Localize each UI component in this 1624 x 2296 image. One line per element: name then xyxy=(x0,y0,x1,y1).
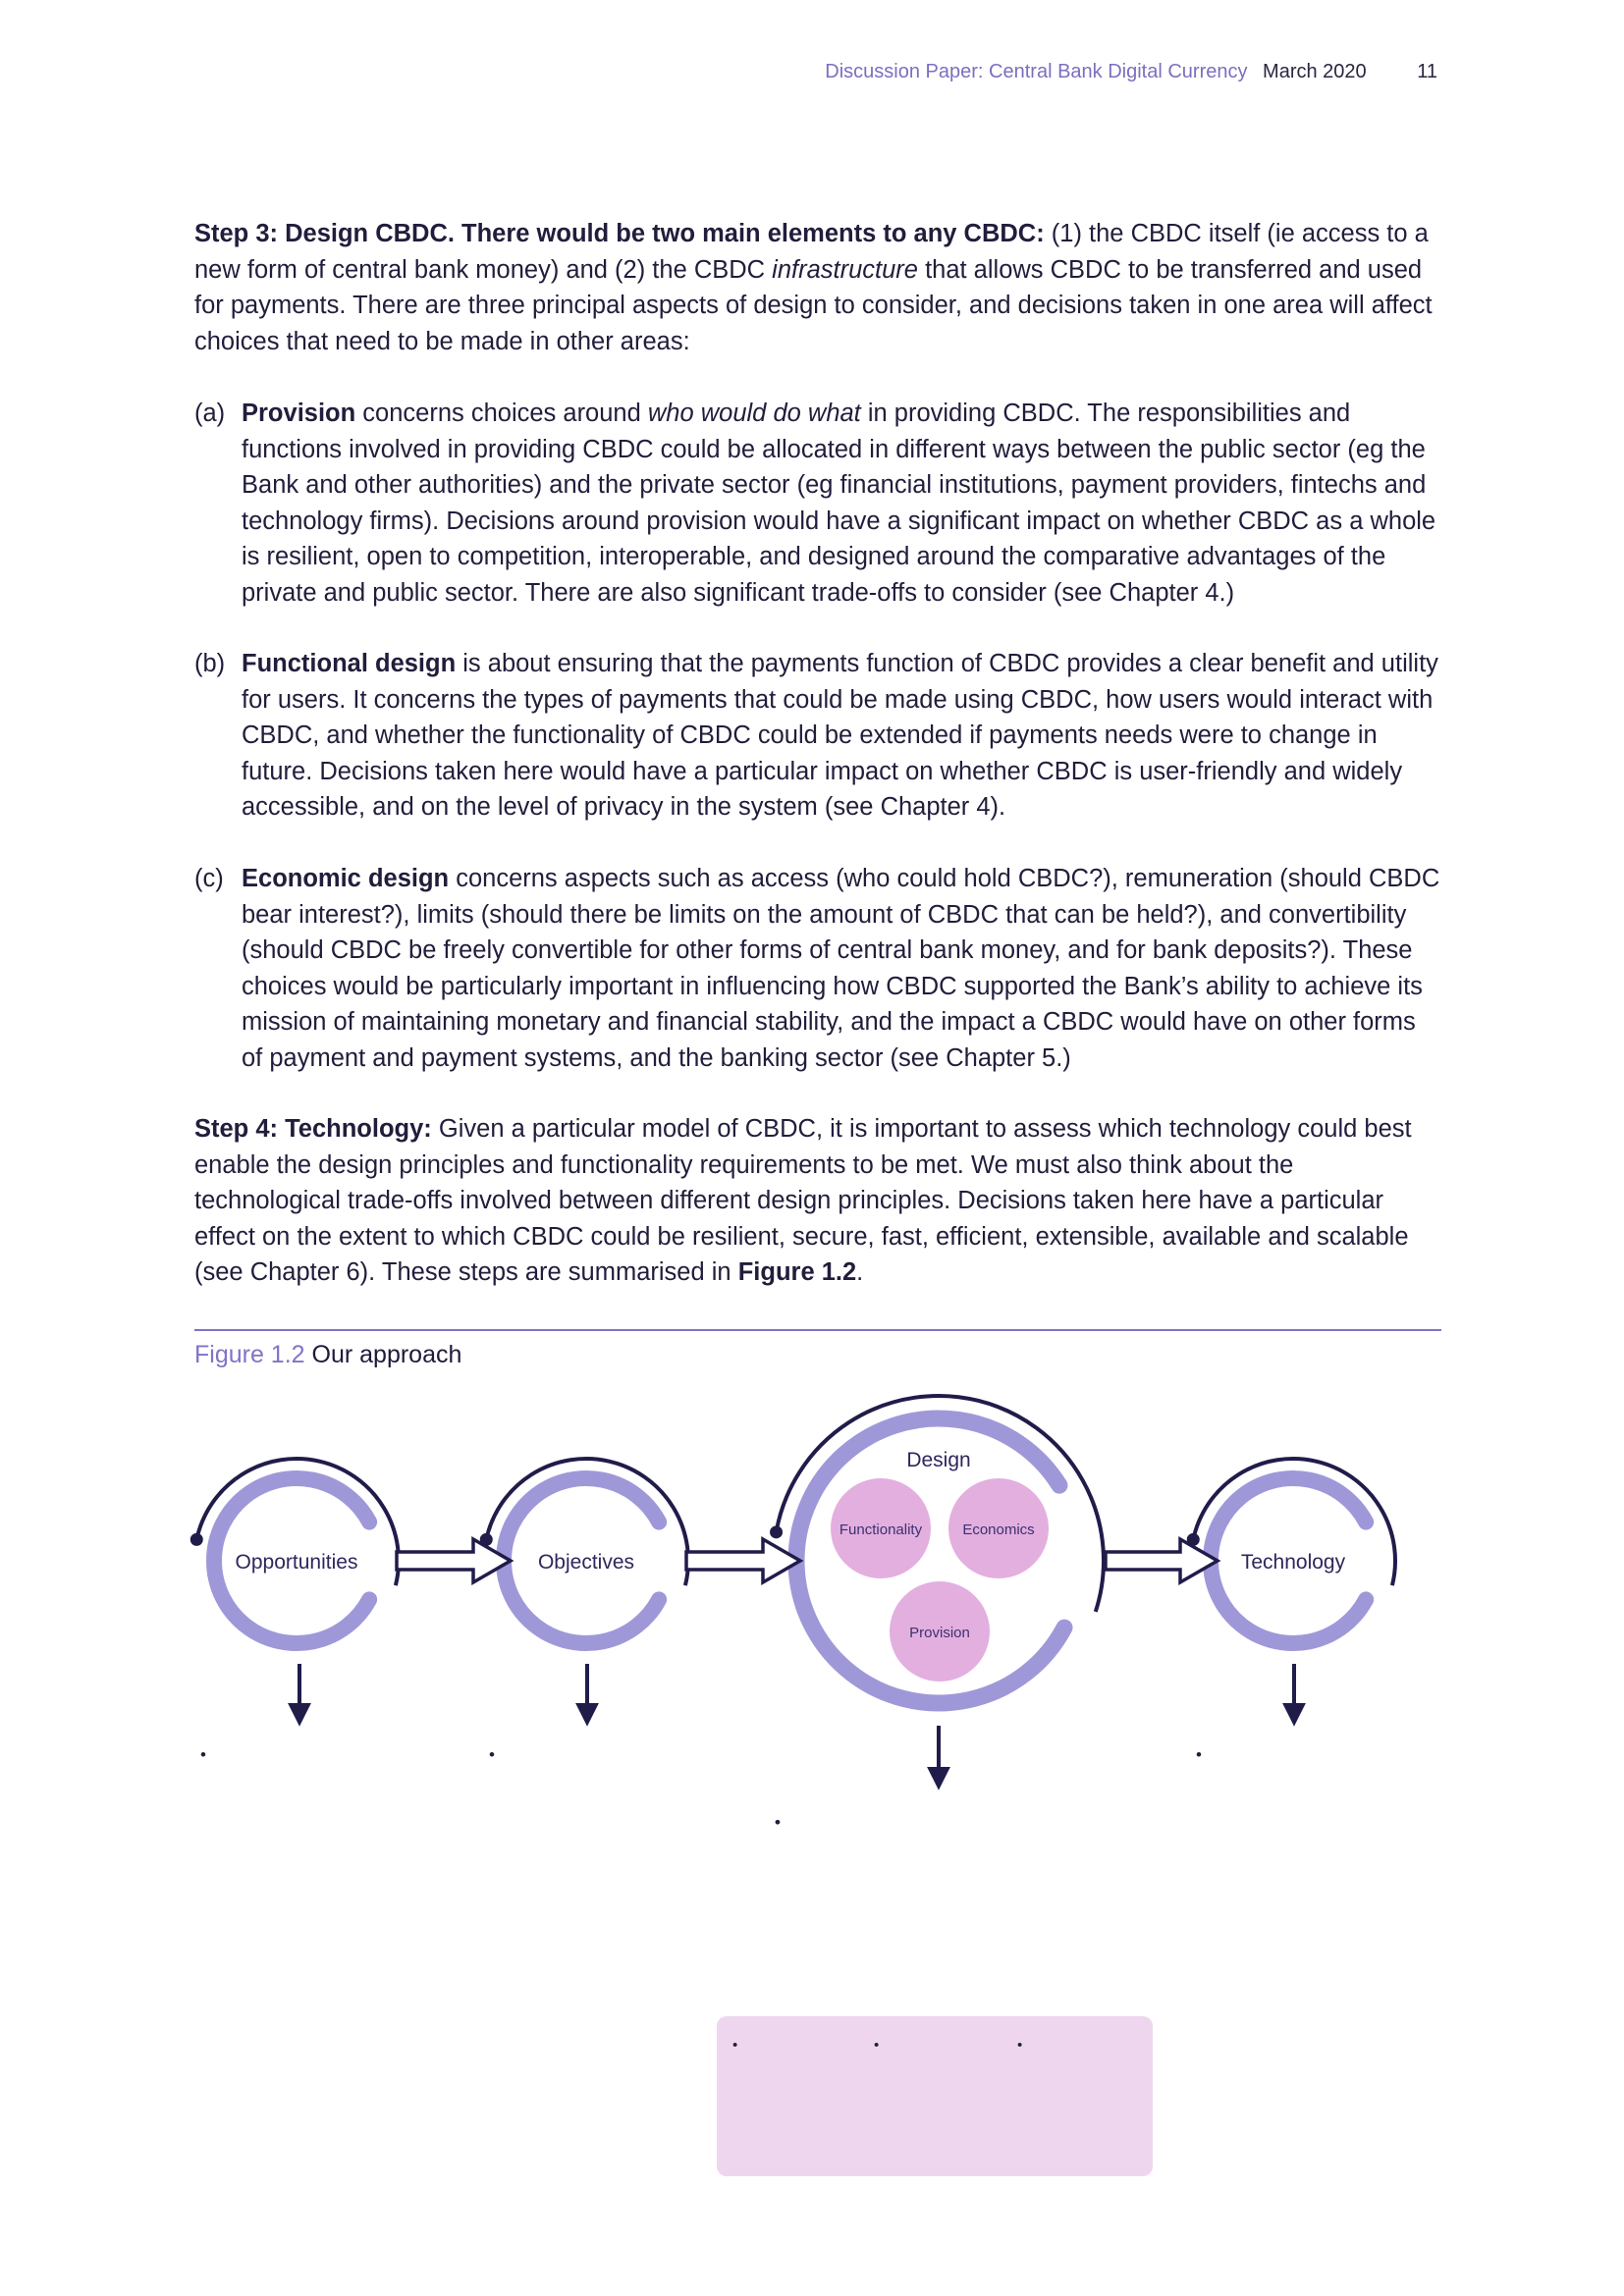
stage-objectives xyxy=(480,1459,688,1643)
step3-italic: infrastructure xyxy=(772,255,918,284)
item-italic: who would do what xyxy=(647,400,861,427)
box-column-economics xyxy=(872,2030,1001,2036)
design-label: Design xyxy=(906,1449,971,1471)
item-heading: Functional design xyxy=(242,650,457,677)
note-design xyxy=(773,1797,1116,1811)
step3-text-a: (1) the CBDC itself (ie access to a new form of central bank money) and (2) the CBDC xyxy=(194,220,1429,284)
design-outer-arc xyxy=(777,1396,1104,1612)
figure-caption: Our approach xyxy=(311,1341,462,1368)
stage-opportunities xyxy=(190,1459,399,1643)
item-text: in providing CBDC. The responsibilities and functions involved in providing CBDC could be allocated in different ways between the public sector (eg the Bank and other authorities) and the private sector (eg financial institutions, payment providers, fintechs and technology firms). Decisions around provision would have a significant impact on whether CBDC as a whole is resilient, open to competition, interoperable, and designed around the comparative advantages of the private and public sector. There are also significant trade-offs to consider (see Chapter 4.) xyxy=(242,400,1436,607)
box-column-provision xyxy=(1015,2030,1143,2036)
design-arc-dot xyxy=(770,1525,783,1538)
arrow-opportunities-to-objectives xyxy=(397,1539,511,1582)
header-date: March 2020 xyxy=(1263,61,1367,82)
step4-text: Given a particular model of CBDC, it is important to assess which technology could best enable the design principles and functionality requirements to be met. We must also think about the technological trade-offs involved between different design principles. Decisions taken here have a particular effect on the extent to which CBDC could be resilient, secure, fast, efficient, extensible, available and scalable (see Chapter 6). These steps are summarised in xyxy=(194,1115,1412,1286)
arrow-objectives-to-design xyxy=(686,1539,800,1582)
opportunities-arc-dot xyxy=(190,1533,203,1546)
item-heading: Provision xyxy=(242,400,356,427)
arrow-design-to-technology xyxy=(1106,1539,1218,1582)
note-opportunities xyxy=(198,1730,395,1743)
item-label: (a) xyxy=(194,400,226,427)
stage-technology xyxy=(1187,1459,1395,1643)
design-bubble-label-economics: Economics xyxy=(962,1522,1035,1538)
technology-label: Technology xyxy=(1240,1551,1346,1574)
item-text: is about ensuring that the payments function of CBDC provides a clear benefit and utility for users. It concerns the types of payments that could be made using CBDC, how users would interact with CBDC, and whether the functionality of CBDC could be extended if payments needs were to change in future. Decisions taken here would have a particular impact on whether CBDC is user-friendly and widely accessible, and on the level of privacy in the system (see Chapter 4). xyxy=(242,650,1438,821)
item-label: (b) xyxy=(194,650,226,677)
header-title: Discussion Paper: Central Bank Digital Currency xyxy=(825,61,1248,82)
page-number: 11 xyxy=(1417,61,1437,82)
note-objectives xyxy=(487,1730,683,1743)
step4-lead: Step 4: Technology: xyxy=(194,1115,432,1143)
design-aspects-box xyxy=(717,2016,1153,2176)
figure-number: Figure 1.2 xyxy=(194,1341,305,1368)
item-text: concerns aspects such as access (who could hold CBDC?), remuneration (should CBDC bear interest?), limits (should there be limits on the amount of CBDC that can be held?), and convertibility (should CBDC be freely convertible for other forms of central bank money, and for bank deposits?). These choices would be particularly important in influencing how CBDC supported the Bank’s ability to achieve its mission of maintaining monetary and financial stability, and the impact a CBDC would have on other forms of payment and payment systems, and the banking sector (see Chapter 5.) xyxy=(242,865,1440,1072)
step3-lead: Step 3: Design CBDC. There would be two main elements to any CBDC: xyxy=(194,220,1045,247)
note-technology xyxy=(1194,1730,1390,1743)
item-label: (c) xyxy=(194,865,224,892)
opportunities-label: Opportunities xyxy=(235,1551,358,1574)
figure-reference: Figure 1.2 xyxy=(737,1258,857,1286)
objectives-label: Objectives xyxy=(537,1551,635,1574)
item-heading: Economic design xyxy=(242,865,450,892)
design-bubble-label-functionality: Functionality xyxy=(839,1522,923,1538)
item-text: concerns choices around xyxy=(355,400,648,427)
box-column-functionality xyxy=(731,2030,858,2036)
design-bubble-label-provision: Provision xyxy=(909,1625,970,1641)
step4-end: . xyxy=(856,1258,864,1286)
step3-text-b: that allows CBDC to be transferred and used for payments. There are three principal aspects of design to consider, and decisions taken in one area will affect choices that need to be made in other areas: xyxy=(194,255,1433,355)
